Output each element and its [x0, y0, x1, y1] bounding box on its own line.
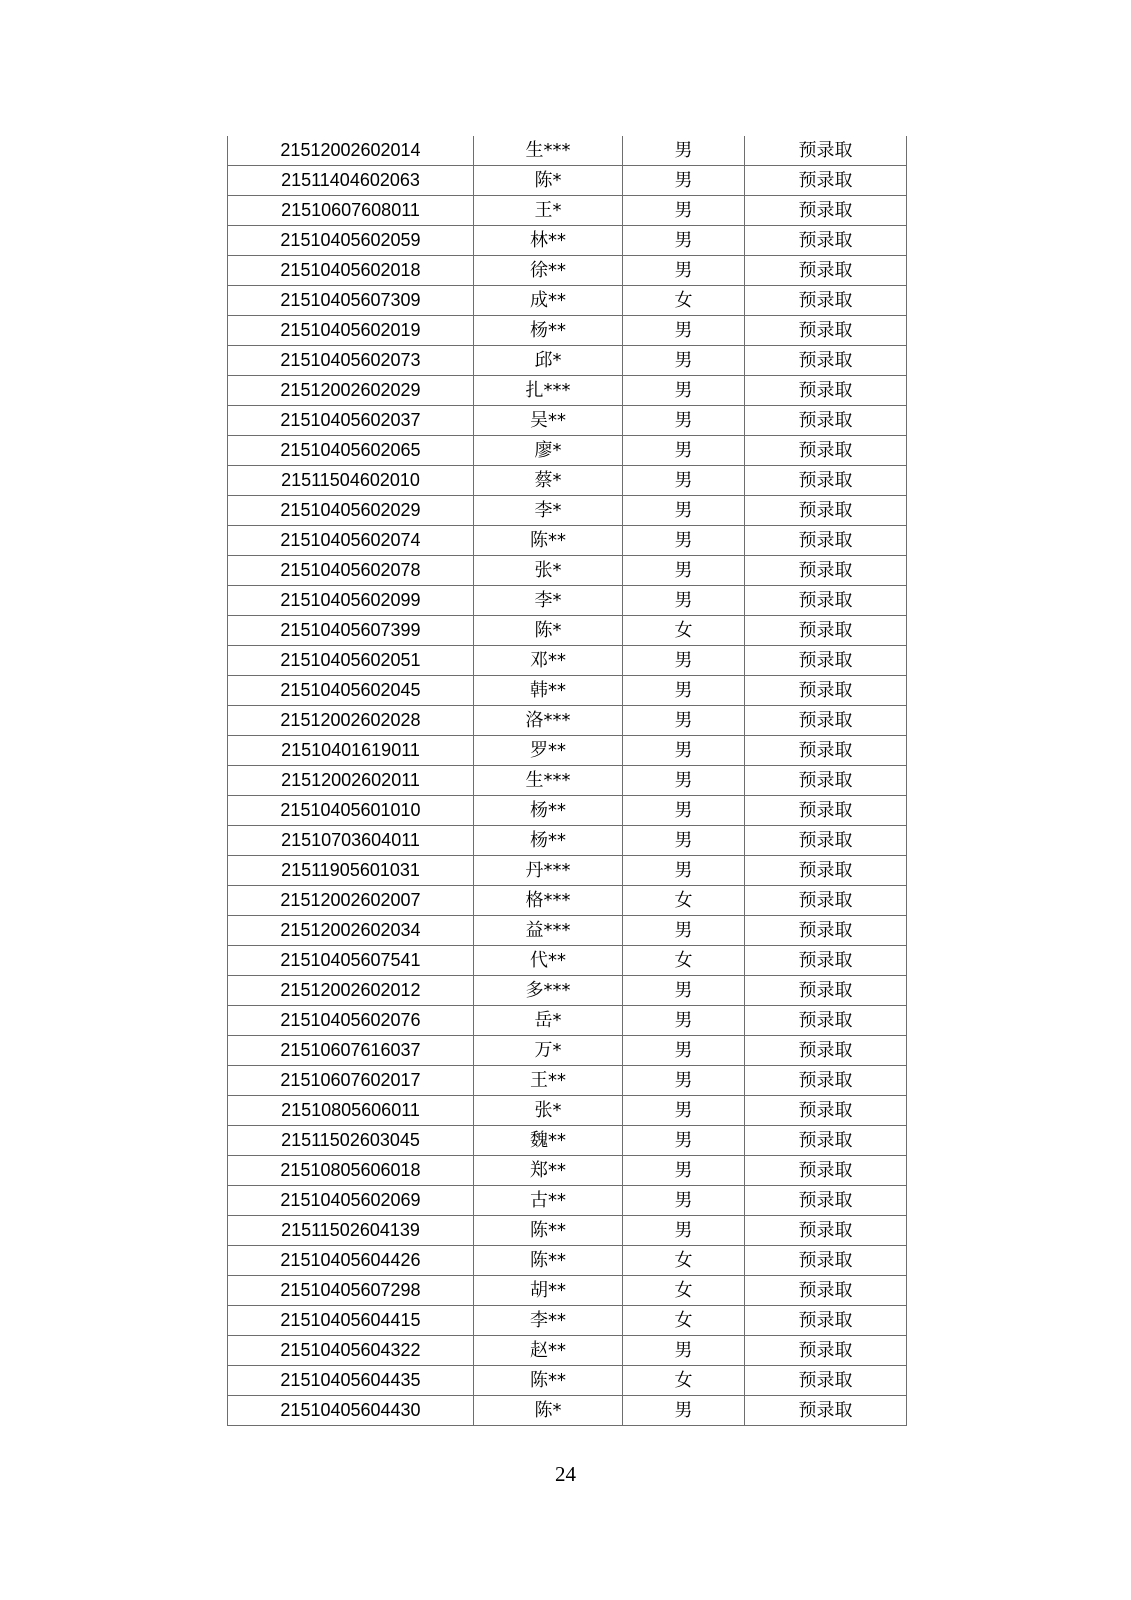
candidate-id-cell: 21510405604426 — [228, 1246, 474, 1276]
table-row — [228, 166, 907, 196]
status-cell: 预录取 — [745, 706, 907, 736]
candidate-id-cell: 21510405604415 — [228, 1306, 474, 1336]
status-cell: 预录取 — [745, 976, 907, 1006]
gender-cell: 男 — [623, 856, 745, 886]
candidate-name-cell: 代** — [474, 946, 623, 976]
table-row — [228, 976, 907, 1006]
candidate-id-cell: 21510405607298 — [228, 1276, 474, 1306]
candidate-name-cell: 陈** — [474, 1366, 623, 1396]
table-row — [228, 1306, 907, 1336]
table-row — [228, 1006, 907, 1036]
table-row — [228, 1336, 907, 1366]
status-cell: 预录取 — [745, 1276, 907, 1306]
candidate-id-cell: 21510405607541 — [228, 946, 474, 976]
candidate-name-cell: 郑** — [474, 1156, 623, 1186]
candidate-name-cell: 陈* — [474, 166, 623, 196]
gender-cell: 男 — [623, 646, 745, 676]
candidate-id-cell: 21510405607309 — [228, 286, 474, 316]
table-row — [228, 1036, 907, 1066]
table-row — [228, 316, 907, 346]
table-row — [228, 226, 907, 256]
status-cell: 预录取 — [745, 946, 907, 976]
admission-table-body — [228, 136, 907, 1426]
candidate-id-cell: 21511905601031 — [228, 856, 474, 886]
candidate-id-cell: 21512002602034 — [228, 916, 474, 946]
candidate-id-cell: 21510405602073 — [228, 346, 474, 376]
status-cell: 预录取 — [745, 286, 907, 316]
candidate-name-cell: 多*** — [474, 976, 623, 1006]
gender-cell: 女 — [623, 1366, 745, 1396]
candidate-id-cell: 21510405604322 — [228, 1336, 474, 1366]
table-row — [228, 346, 907, 376]
status-cell: 预录取 — [745, 1036, 907, 1066]
table-row — [228, 466, 907, 496]
table-row — [228, 406, 907, 436]
table-row — [228, 736, 907, 766]
candidate-id-cell: 21512002602014 — [228, 136, 474, 166]
gender-cell: 男 — [623, 136, 745, 166]
candidate-id-cell: 21510607608011 — [228, 196, 474, 226]
gender-cell: 男 — [623, 1006, 745, 1036]
status-cell: 预录取 — [745, 886, 907, 916]
status-cell: 预录取 — [745, 916, 907, 946]
gender-cell: 女 — [623, 1306, 745, 1336]
candidate-name-cell: 张* — [474, 556, 623, 586]
gender-cell: 女 — [623, 946, 745, 976]
gender-cell: 男 — [623, 256, 745, 286]
table-row — [228, 1126, 907, 1156]
status-cell: 预录取 — [745, 256, 907, 286]
status-cell: 预录取 — [745, 766, 907, 796]
table-row — [228, 1096, 907, 1126]
gender-cell: 男 — [623, 1336, 745, 1366]
gender-cell: 男 — [623, 1156, 745, 1186]
candidate-id-cell: 21512002602012 — [228, 976, 474, 1006]
gender-cell: 男 — [623, 226, 745, 256]
candidate-id-cell: 21510805606018 — [228, 1156, 474, 1186]
candidate-name-cell: 成** — [474, 286, 623, 316]
candidate-name-cell: 邱* — [474, 346, 623, 376]
candidate-id-cell: 21510405602065 — [228, 436, 474, 466]
status-cell: 预录取 — [745, 676, 907, 706]
candidate-id-cell: 21510405602051 — [228, 646, 474, 676]
gender-cell: 男 — [623, 1096, 745, 1126]
candidate-name-cell: 陈* — [474, 1396, 623, 1426]
table-row — [228, 1186, 907, 1216]
candidate-id-cell: 21510405602018 — [228, 256, 474, 286]
candidate-name-cell: 陈** — [474, 1216, 623, 1246]
gender-cell: 男 — [623, 466, 745, 496]
status-cell: 预录取 — [745, 526, 907, 556]
table-row — [228, 766, 907, 796]
candidate-name-cell: 洛*** — [474, 706, 623, 736]
candidate-name-cell: 杨** — [474, 826, 623, 856]
candidate-name-cell: 李* — [474, 586, 623, 616]
status-cell: 预录取 — [745, 166, 907, 196]
table-row — [228, 1216, 907, 1246]
table-row — [228, 826, 907, 856]
candidate-name-cell: 吴** — [474, 406, 623, 436]
candidate-id-cell: 21510607602017 — [228, 1066, 474, 1096]
status-cell: 预录取 — [745, 376, 907, 406]
candidate-name-cell: 万* — [474, 1036, 623, 1066]
candidate-id-cell: 21510401619011 — [228, 736, 474, 766]
gender-cell: 男 — [623, 376, 745, 406]
candidate-name-cell: 益*** — [474, 916, 623, 946]
status-cell: 预录取 — [745, 1006, 907, 1036]
gender-cell: 男 — [623, 1396, 745, 1426]
table-row — [228, 856, 907, 886]
status-cell: 预录取 — [745, 1246, 907, 1276]
table-row — [228, 1066, 907, 1096]
status-cell: 预录取 — [745, 316, 907, 346]
gender-cell: 男 — [623, 916, 745, 946]
gender-cell: 女 — [623, 1276, 745, 1306]
candidate-id-cell: 21512002602029 — [228, 376, 474, 406]
candidate-id-cell: 21511404602063 — [228, 166, 474, 196]
gender-cell: 男 — [623, 316, 745, 346]
table-row — [228, 286, 907, 316]
table-row — [228, 1276, 907, 1306]
candidate-name-cell: 格*** — [474, 886, 623, 916]
gender-cell: 男 — [623, 166, 745, 196]
candidate-name-cell: 徐** — [474, 256, 623, 286]
candidate-id-cell: 21510703604011 — [228, 826, 474, 856]
candidate-name-cell: 林** — [474, 226, 623, 256]
gender-cell: 男 — [623, 526, 745, 556]
status-cell: 预录取 — [745, 736, 907, 766]
table-row — [228, 136, 907, 166]
gender-cell: 男 — [623, 736, 745, 766]
candidate-id-cell: 21510405602074 — [228, 526, 474, 556]
gender-cell: 男 — [623, 676, 745, 706]
candidate-name-cell: 生*** — [474, 136, 623, 166]
gender-cell: 女 — [623, 616, 745, 646]
status-cell: 预录取 — [745, 226, 907, 256]
table-row — [228, 1366, 907, 1396]
table-row — [228, 946, 907, 976]
candidate-id-cell: 21511504602010 — [228, 466, 474, 496]
candidate-name-cell: 陈** — [474, 1246, 623, 1276]
status-cell: 预录取 — [745, 586, 907, 616]
table-row — [228, 556, 907, 586]
candidate-name-cell: 生*** — [474, 766, 623, 796]
status-cell: 预录取 — [745, 1366, 907, 1396]
status-cell: 预录取 — [745, 1156, 907, 1186]
candidate-id-cell: 21512002602011 — [228, 766, 474, 796]
candidate-name-cell: 魏** — [474, 1126, 623, 1156]
status-cell: 预录取 — [745, 346, 907, 376]
candidate-name-cell: 杨** — [474, 316, 623, 346]
status-cell: 预录取 — [745, 1216, 907, 1246]
status-cell: 预录取 — [745, 1306, 907, 1336]
table-row — [228, 256, 907, 286]
table-row — [228, 1396, 907, 1426]
candidate-name-cell: 罗** — [474, 736, 623, 766]
candidate-id-cell: 21510607616037 — [228, 1036, 474, 1066]
candidate-id-cell: 21512002602007 — [228, 886, 474, 916]
candidate-name-cell: 陈* — [474, 616, 623, 646]
table-row — [228, 1156, 907, 1186]
page-number: 24 — [555, 1462, 576, 1486]
table-row — [228, 376, 907, 406]
table-row — [228, 676, 907, 706]
candidate-id-cell: 21510405607399 — [228, 616, 474, 646]
gender-cell: 男 — [623, 406, 745, 436]
table-row — [228, 616, 907, 646]
candidate-name-cell: 丹*** — [474, 856, 623, 886]
gender-cell: 男 — [623, 826, 745, 856]
status-cell: 预录取 — [745, 1186, 907, 1216]
gender-cell: 女 — [623, 1246, 745, 1276]
table-row — [228, 586, 907, 616]
table-row — [228, 436, 907, 466]
status-cell: 预录取 — [745, 496, 907, 526]
candidate-id-cell: 21511502604139 — [228, 1216, 474, 1246]
candidate-name-cell: 廖* — [474, 436, 623, 466]
gender-cell: 男 — [623, 496, 745, 526]
candidate-name-cell: 张* — [474, 1096, 623, 1126]
table-row — [228, 1246, 907, 1276]
status-cell: 预录取 — [745, 826, 907, 856]
candidate-id-cell: 21510405602078 — [228, 556, 474, 586]
candidate-id-cell: 21511502603045 — [228, 1126, 474, 1156]
table-row — [228, 526, 907, 556]
candidate-name-cell: 韩** — [474, 676, 623, 706]
gender-cell: 男 — [623, 586, 745, 616]
gender-cell: 男 — [623, 766, 745, 796]
status-cell: 预录取 — [745, 466, 907, 496]
candidate-name-cell: 扎*** — [474, 376, 623, 406]
candidate-name-cell: 邓** — [474, 646, 623, 676]
status-cell: 预录取 — [745, 796, 907, 826]
gender-cell: 男 — [623, 796, 745, 826]
candidate-name-cell: 蔡* — [474, 466, 623, 496]
table-row — [228, 796, 907, 826]
table-row — [228, 496, 907, 526]
candidate-id-cell: 21510405602076 — [228, 1006, 474, 1036]
status-cell: 预录取 — [745, 646, 907, 676]
candidate-id-cell: 21510405601010 — [228, 796, 474, 826]
candidate-name-cell: 岳* — [474, 1006, 623, 1036]
table-row — [228, 196, 907, 226]
status-cell: 预录取 — [745, 136, 907, 166]
gender-cell: 男 — [623, 706, 745, 736]
gender-cell: 男 — [623, 556, 745, 586]
status-cell: 预录取 — [745, 856, 907, 886]
candidate-id-cell: 21510405602045 — [228, 676, 474, 706]
status-cell: 预录取 — [745, 556, 907, 586]
gender-cell: 男 — [623, 1216, 745, 1246]
table-row — [228, 886, 907, 916]
candidate-id-cell: 21510405602029 — [228, 496, 474, 526]
candidate-name-cell: 李* — [474, 496, 623, 526]
candidate-id-cell: 21510805606011 — [228, 1096, 474, 1126]
gender-cell: 男 — [623, 1036, 745, 1066]
admission-table — [227, 136, 907, 1426]
status-cell: 预录取 — [745, 1066, 907, 1096]
candidate-name-cell: 赵** — [474, 1336, 623, 1366]
candidate-id-cell: 21510405602099 — [228, 586, 474, 616]
gender-cell: 男 — [623, 346, 745, 376]
status-cell: 预录取 — [745, 1126, 907, 1156]
candidate-name-cell: 杨** — [474, 796, 623, 826]
gender-cell: 男 — [623, 976, 745, 1006]
gender-cell: 女 — [623, 886, 745, 916]
status-cell: 预录取 — [745, 1336, 907, 1366]
status-cell: 预录取 — [745, 436, 907, 466]
candidate-id-cell: 21510405602069 — [228, 1186, 474, 1216]
table-row — [228, 706, 907, 736]
gender-cell: 男 — [623, 436, 745, 466]
gender-cell: 男 — [623, 1126, 745, 1156]
candidate-id-cell: 21510405602059 — [228, 226, 474, 256]
table-row — [228, 646, 907, 676]
gender-cell: 女 — [623, 286, 745, 316]
candidate-name-cell: 李** — [474, 1306, 623, 1336]
status-cell: 预录取 — [745, 196, 907, 226]
gender-cell: 男 — [623, 196, 745, 226]
candidate-id-cell: 21510405602037 — [228, 406, 474, 436]
candidate-name-cell: 王** — [474, 1066, 623, 1096]
candidate-id-cell: 21510405602019 — [228, 316, 474, 346]
candidate-id-cell: 21512002602028 — [228, 706, 474, 736]
gender-cell: 男 — [623, 1066, 745, 1096]
candidate-id-cell: 21510405604430 — [228, 1396, 474, 1426]
candidate-name-cell: 陈** — [474, 526, 623, 556]
candidate-id-cell: 21510405604435 — [228, 1366, 474, 1396]
status-cell: 预录取 — [745, 1096, 907, 1126]
status-cell: 预录取 — [745, 1396, 907, 1426]
status-cell: 预录取 — [745, 406, 907, 436]
table-row — [228, 916, 907, 946]
candidate-name-cell: 王* — [474, 196, 623, 226]
candidate-name-cell: 胡** — [474, 1276, 623, 1306]
candidate-name-cell: 古** — [474, 1186, 623, 1216]
gender-cell: 男 — [623, 1186, 745, 1216]
status-cell: 预录取 — [745, 616, 907, 646]
